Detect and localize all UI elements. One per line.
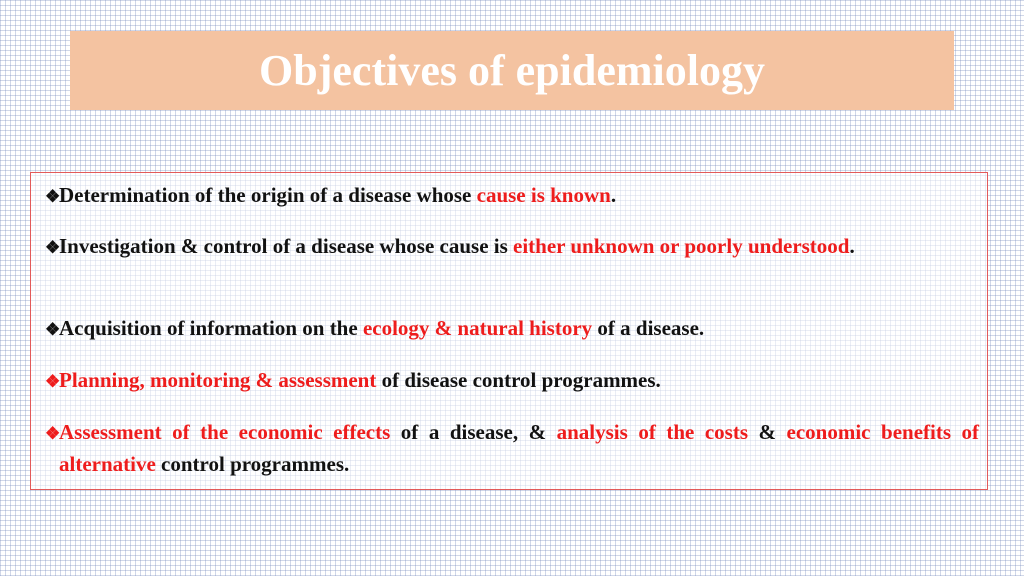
bullet-highlight: Planning, monitoring & assessment	[59, 368, 377, 392]
bullet-text: of disease control programmes.	[376, 368, 661, 392]
diamond-bullet-icon: ❖	[45, 187, 61, 206]
bullet-text: .	[849, 234, 855, 258]
bullet-highlight: cause is known	[476, 183, 611, 207]
diamond-bullet-icon: ❖	[45, 424, 61, 443]
objective-item-planning	[45, 365, 979, 397]
bullet-text: Acquisition of information on the	[59, 316, 363, 340]
bullet-highlight: either unknown or poorly understood	[513, 234, 850, 258]
bullet-text: Determination of the origin of a disease whose	[59, 183, 477, 207]
objective-item-economic	[45, 417, 979, 480]
bullet-highlight: Assessment of the economic effects	[59, 420, 391, 444]
bullet-highlight: analysis of the costs	[556, 420, 748, 444]
objective-item-acquisition	[45, 313, 979, 345]
bullet-text: Investigation & control of a disease whose cause is	[59, 234, 514, 258]
bullet-highlight: economic benefits of alternative	[59, 420, 980, 476]
bullet-text: .	[610, 183, 617, 207]
objectives-box	[30, 172, 988, 490]
page-title: Objectives of epidemiology	[259, 46, 765, 95]
diamond-bullet-icon: ❖	[45, 372, 61, 391]
objective-item-investigation	[45, 231, 979, 263]
bullet-text: control programmes.	[155, 452, 350, 476]
title-banner	[70, 31, 954, 110]
bullet-text: of a disease.	[592, 316, 705, 340]
bullet-text: of a disease, &	[390, 420, 557, 444]
bullet-text: &	[748, 420, 787, 444]
diamond-bullet-icon: ❖	[45, 320, 61, 339]
diamond-bullet-icon: ❖	[45, 238, 61, 257]
objective-item-origin	[45, 180, 979, 212]
bullet-highlight: ecology & natural history	[362, 316, 593, 340]
